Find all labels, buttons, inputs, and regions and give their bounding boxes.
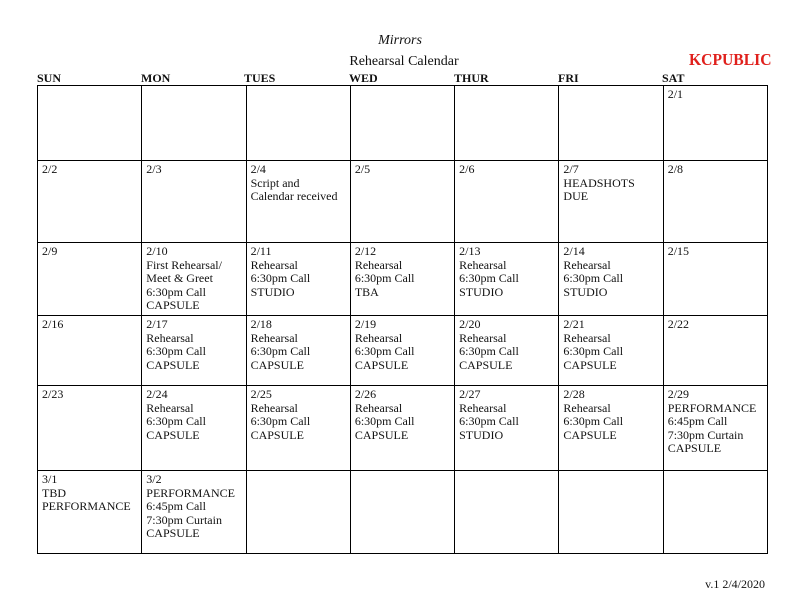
version-label: v.1 2/4/2020 — [705, 577, 765, 591]
day-event-text: Rehearsal — [459, 400, 507, 415]
day-event-text: TBD — [42, 485, 66, 500]
document-title: Mirrors — [378, 33, 422, 48]
day-event-text: STUDIO — [459, 284, 504, 299]
calendar-day-cell-thur — [455, 316, 559, 386]
calendar-day-cell-mon — [142, 386, 246, 471]
day-date-label: 2/25 — [250, 387, 272, 401]
day-event-text: 6:30pm Call — [146, 414, 206, 428]
calendar-week-row — [38, 386, 768, 471]
day-date-label: 2/2 — [42, 162, 58, 176]
brand-logo-text: KCPUBLIC — [689, 50, 772, 69]
day-event-text: DUE — [563, 189, 589, 203]
day-header-mon: MON — [141, 71, 171, 85]
calendar-day-cell-sat — [663, 386, 767, 471]
day-event-text: Rehearsal — [354, 257, 403, 272]
day-event-text: TBA — [354, 284, 379, 299]
calendar-week-row — [38, 161, 768, 243]
calendar-day-cell-fri — [559, 243, 663, 316]
day-date-label: 2/15 — [667, 244, 690, 258]
day-header-thur: THUR — [454, 71, 489, 85]
day-event-text: CAPSULE — [354, 357, 409, 372]
calendar-day-cell-sat — [663, 243, 767, 316]
day-event-text: Rehearsal — [563, 400, 611, 415]
day-event-text: HEADSHOTS — [563, 175, 635, 190]
day-event-text: Rehearsal — [146, 330, 194, 345]
day-date-label: 2/18 — [250, 317, 272, 331]
day-event-text: 6:30pm Call — [250, 271, 311, 285]
calendar-day-cell-tues — [246, 316, 350, 386]
day-event-text: 7:30pm Curtain — [667, 427, 744, 442]
day-event-text: PERFORMANCE — [146, 485, 235, 500]
day-date-label: 2/6 — [459, 162, 475, 176]
calendar-day-cell-fri — [559, 86, 663, 161]
day-event-text: 7:30pm Curtain — [146, 512, 222, 527]
calendar-day-cell-sat — [663, 86, 767, 161]
day-event-text: CAPSULE — [146, 357, 200, 372]
day-event-text: Rehearsal — [250, 400, 298, 415]
day-date-label: 2/9 — [42, 244, 58, 258]
calendar-day-cell-sat — [663, 316, 767, 386]
day-event-text: 6:30pm Call — [459, 271, 519, 285]
day-event-text: 6:30pm Call — [146, 284, 206, 299]
calendar-day-cell-mon — [142, 243, 246, 316]
calendar-day-cell-sun — [38, 316, 142, 386]
day-event-text: Rehearsal — [459, 330, 507, 345]
day-event-text: 6:30pm Call — [250, 344, 311, 358]
day-date-label: 2/29 — [667, 387, 690, 401]
calendar-week-row — [38, 243, 768, 316]
day-header-wed: WED — [349, 71, 378, 85]
day-event-text: 6:30pm Call — [354, 271, 415, 285]
day-event-text: Rehearsal — [354, 400, 403, 415]
calendar-day-cell-mon — [142, 471, 246, 554]
day-event-text: First Rehearsal/ — [146, 257, 222, 272]
calendar-day-cell-fri — [559, 471, 663, 554]
day-event-text: CAPSULE — [250, 357, 304, 372]
calendar-day-cell-sun — [38, 243, 142, 316]
day-event-text: Script and — [250, 175, 300, 190]
day-event-text: CAPSULE — [146, 526, 200, 540]
calendar-day-cell-sun — [38, 386, 142, 471]
day-header-tues: TUES — [244, 71, 276, 85]
calendar-day-cell-sun — [38, 471, 142, 554]
calendar-day-cell-wed — [350, 386, 454, 471]
day-date-label: 2/21 — [563, 317, 585, 331]
calendar-day-cell-wed — [350, 161, 454, 243]
day-date-label: 2/1 — [667, 87, 684, 101]
calendar-day-cell-tues — [246, 471, 350, 554]
day-date-label: 2/23 — [42, 387, 64, 401]
day-event-text: Calendar received — [250, 189, 338, 203]
day-date-label: 2/28 — [563, 387, 585, 401]
day-date-label: 2/24 — [146, 387, 168, 401]
calendar-week-row — [38, 316, 768, 386]
day-event-text: CAPSULE — [667, 441, 722, 455]
day-date-label: 2/16 — [42, 317, 64, 331]
day-event-text: 6:45pm Call — [667, 414, 728, 428]
day-event-text: 6:45pm Call — [146, 499, 206, 513]
day-event-text: 6:30pm Call — [354, 344, 415, 358]
day-event-text: Rehearsal — [250, 257, 298, 272]
day-event-text: Rehearsal — [250, 330, 298, 345]
day-event-text: Rehearsal — [563, 257, 611, 272]
calendar-week-row — [38, 86, 768, 161]
calendar-day-cell-thur — [455, 243, 559, 316]
day-event-text: 6:30pm Call — [459, 344, 519, 358]
calendar-day-cell-wed — [350, 243, 454, 316]
day-date-label: 2/8 — [667, 162, 684, 176]
calendar-day-cell-thur — [455, 86, 559, 161]
day-header-sat: SAT — [662, 71, 685, 85]
calendar-day-cell-tues — [246, 243, 350, 316]
day-date-label: 2/26 — [354, 387, 377, 401]
calendar-day-cell-wed — [350, 86, 454, 161]
calendar-day-cell-mon — [142, 86, 246, 161]
rehearsal-calendar-grid — [37, 85, 768, 554]
day-date-label: 2/13 — [459, 244, 481, 258]
calendar-day-cell-fri — [559, 161, 663, 243]
day-date-label: 3/1 — [42, 472, 58, 486]
day-event-text: CAPSULE — [146, 427, 200, 442]
day-event-text: 6:30pm Call — [354, 414, 415, 428]
day-event-text: 6:30pm Call — [459, 414, 519, 428]
day-date-label: 2/4 — [250, 162, 266, 176]
day-event-text: CAPSULE — [563, 357, 617, 372]
calendar-day-cell-tues — [246, 161, 350, 243]
day-header-sun: SUN — [37, 71, 62, 85]
calendar-day-cell-tues — [246, 86, 350, 161]
day-date-label: 2/27 — [459, 387, 481, 401]
calendar-day-cell-thur — [455, 161, 559, 243]
calendar-week-row — [38, 471, 768, 554]
day-date-label: 2/22 — [667, 317, 690, 331]
calendar-day-cell-sat — [663, 471, 767, 554]
day-date-label: 2/10 — [146, 244, 168, 258]
day-event-text: STUDIO — [563, 284, 608, 299]
day-date-label: 2/5 — [354, 162, 371, 176]
day-event-text: 6:30pm Call — [250, 414, 311, 428]
day-event-text: CAPSULE — [146, 298, 200, 312]
day-event-text: Rehearsal — [459, 257, 507, 272]
day-event-text: STUDIO — [250, 284, 295, 299]
calendar-day-cell-mon — [142, 161, 246, 243]
day-date-label: 2/7 — [563, 162, 579, 176]
day-event-text: 6:30pm Call — [563, 344, 624, 358]
day-event-text: STUDIO — [459, 427, 504, 442]
day-event-text: PERFORMANCE — [667, 400, 757, 415]
day-event-text: 6:30pm Call — [563, 271, 624, 285]
calendar-day-cell-wed — [350, 316, 454, 386]
calendar-day-cell-sun — [38, 86, 142, 161]
calendar-day-cell-thur — [455, 471, 559, 554]
day-date-label: 3/2 — [146, 472, 162, 486]
day-date-label: 2/14 — [563, 244, 585, 258]
calendar-day-cell-wed — [350, 471, 454, 554]
day-date-label: 2/12 — [354, 244, 377, 258]
document-subtitle: Rehearsal Calendar — [349, 54, 459, 69]
day-date-label: 2/3 — [146, 162, 162, 176]
day-date-label: 2/19 — [354, 317, 377, 331]
calendar-day-cell-sat — [663, 161, 767, 243]
day-date-label: 2/11 — [250, 244, 272, 258]
calendar-day-cell-sun — [38, 161, 142, 243]
calendar-day-cell-tues — [246, 386, 350, 471]
day-event-text: Rehearsal — [146, 400, 194, 415]
day-event-text: CAPSULE — [459, 357, 513, 372]
day-event-text: 6:30pm Call — [146, 344, 206, 358]
day-date-label: 2/20 — [459, 317, 481, 331]
day-event-text: CAPSULE — [354, 427, 409, 442]
day-event-text: CAPSULE — [250, 427, 304, 442]
day-event-text: PERFORMANCE — [42, 499, 131, 513]
day-event-text: Meet & Greet — [146, 271, 213, 285]
day-date-label: 2/17 — [146, 317, 168, 331]
calendar-day-cell-fri — [559, 386, 663, 471]
day-event-text: Rehearsal — [354, 330, 403, 345]
calendar-day-cell-mon — [142, 316, 246, 386]
day-event-text: 6:30pm Call — [563, 414, 624, 428]
day-header-fri: FRI — [558, 71, 579, 85]
day-event-text: Rehearsal — [563, 330, 611, 345]
calendar-day-cell-fri — [559, 316, 663, 386]
calendar-day-cell-thur — [455, 386, 559, 471]
day-event-text: CAPSULE — [563, 427, 617, 442]
